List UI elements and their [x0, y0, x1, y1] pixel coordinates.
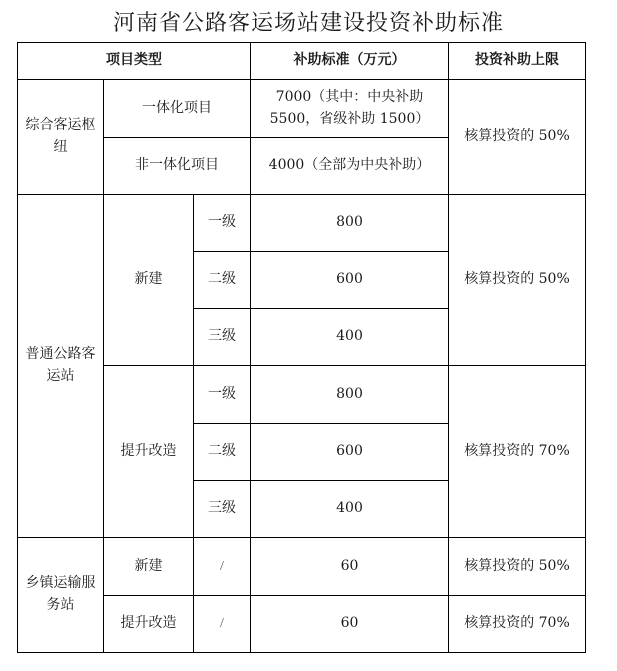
limit-cell: 核算投资的 70%	[449, 596, 586, 653]
sub-type-cell: 新建	[104, 538, 194, 596]
limit-cell: 核算投资的 50%	[449, 195, 586, 366]
standard-cell: 800	[251, 195, 449, 252]
standard-text: 7000（其中：中央补助5500，省级补助 1500）	[269, 88, 430, 127]
table-row	[18, 195, 586, 252]
page-title: 河南省公路客运场站建设投资补助标准	[112, 11, 504, 36]
standard-cell: 4000（全部为中央补助）	[251, 138, 449, 195]
subsidy-table	[17, 42, 586, 653]
header-type: 项目类型	[18, 43, 251, 80]
header-limit: 投资补助上限	[449, 43, 586, 80]
standard-cell: 800	[251, 366, 449, 424]
sub-type-cell: 提升改造	[104, 366, 194, 538]
level-cell: /	[194, 538, 251, 596]
standard-cell: 400	[251, 481, 449, 538]
limit-cell: 核算投资的 50%	[449, 538, 586, 596]
level-cell: /	[194, 596, 251, 653]
sub-type-cell: 非一体化项目	[104, 138, 251, 195]
table-header-row	[18, 43, 586, 80]
level-cell: 三级	[194, 309, 251, 366]
standard-cell: 600	[251, 252, 449, 309]
level-cell: 三级	[194, 481, 251, 538]
sub-type-cell: 一体化项目	[104, 80, 251, 138]
standard-cell: 400	[251, 309, 449, 366]
limit-cell: 核算投资的 70%	[449, 366, 586, 538]
category-cell-ordinary	[18, 195, 104, 538]
standard-cell: 60	[251, 596, 449, 653]
table-row	[18, 596, 586, 653]
level-cell: 一级	[194, 195, 251, 252]
sub-type-cell: 新建	[104, 195, 194, 366]
standard-cell	[251, 80, 449, 138]
table-row	[18, 538, 586, 596]
standard-cell: 600	[251, 424, 449, 481]
category-label: 普通公路客运站	[25, 346, 96, 384]
category-cell-township	[18, 538, 104, 653]
level-cell: 一级	[194, 366, 251, 424]
standard-cell: 60	[251, 538, 449, 596]
category-label: 乡镇运输服务站	[25, 575, 96, 613]
sub-type-cell: 提升改造	[104, 596, 194, 653]
category-label: 综合客运枢纽	[25, 117, 96, 155]
table-row	[18, 80, 586, 138]
category-cell-hub	[18, 80, 104, 195]
header-standard: 补助标准（万元）	[251, 43, 449, 80]
table-row	[18, 366, 586, 424]
level-cell: 二级	[194, 424, 251, 481]
limit-cell: 核算投资的 50%	[449, 80, 586, 195]
level-cell: 二级	[194, 252, 251, 309]
